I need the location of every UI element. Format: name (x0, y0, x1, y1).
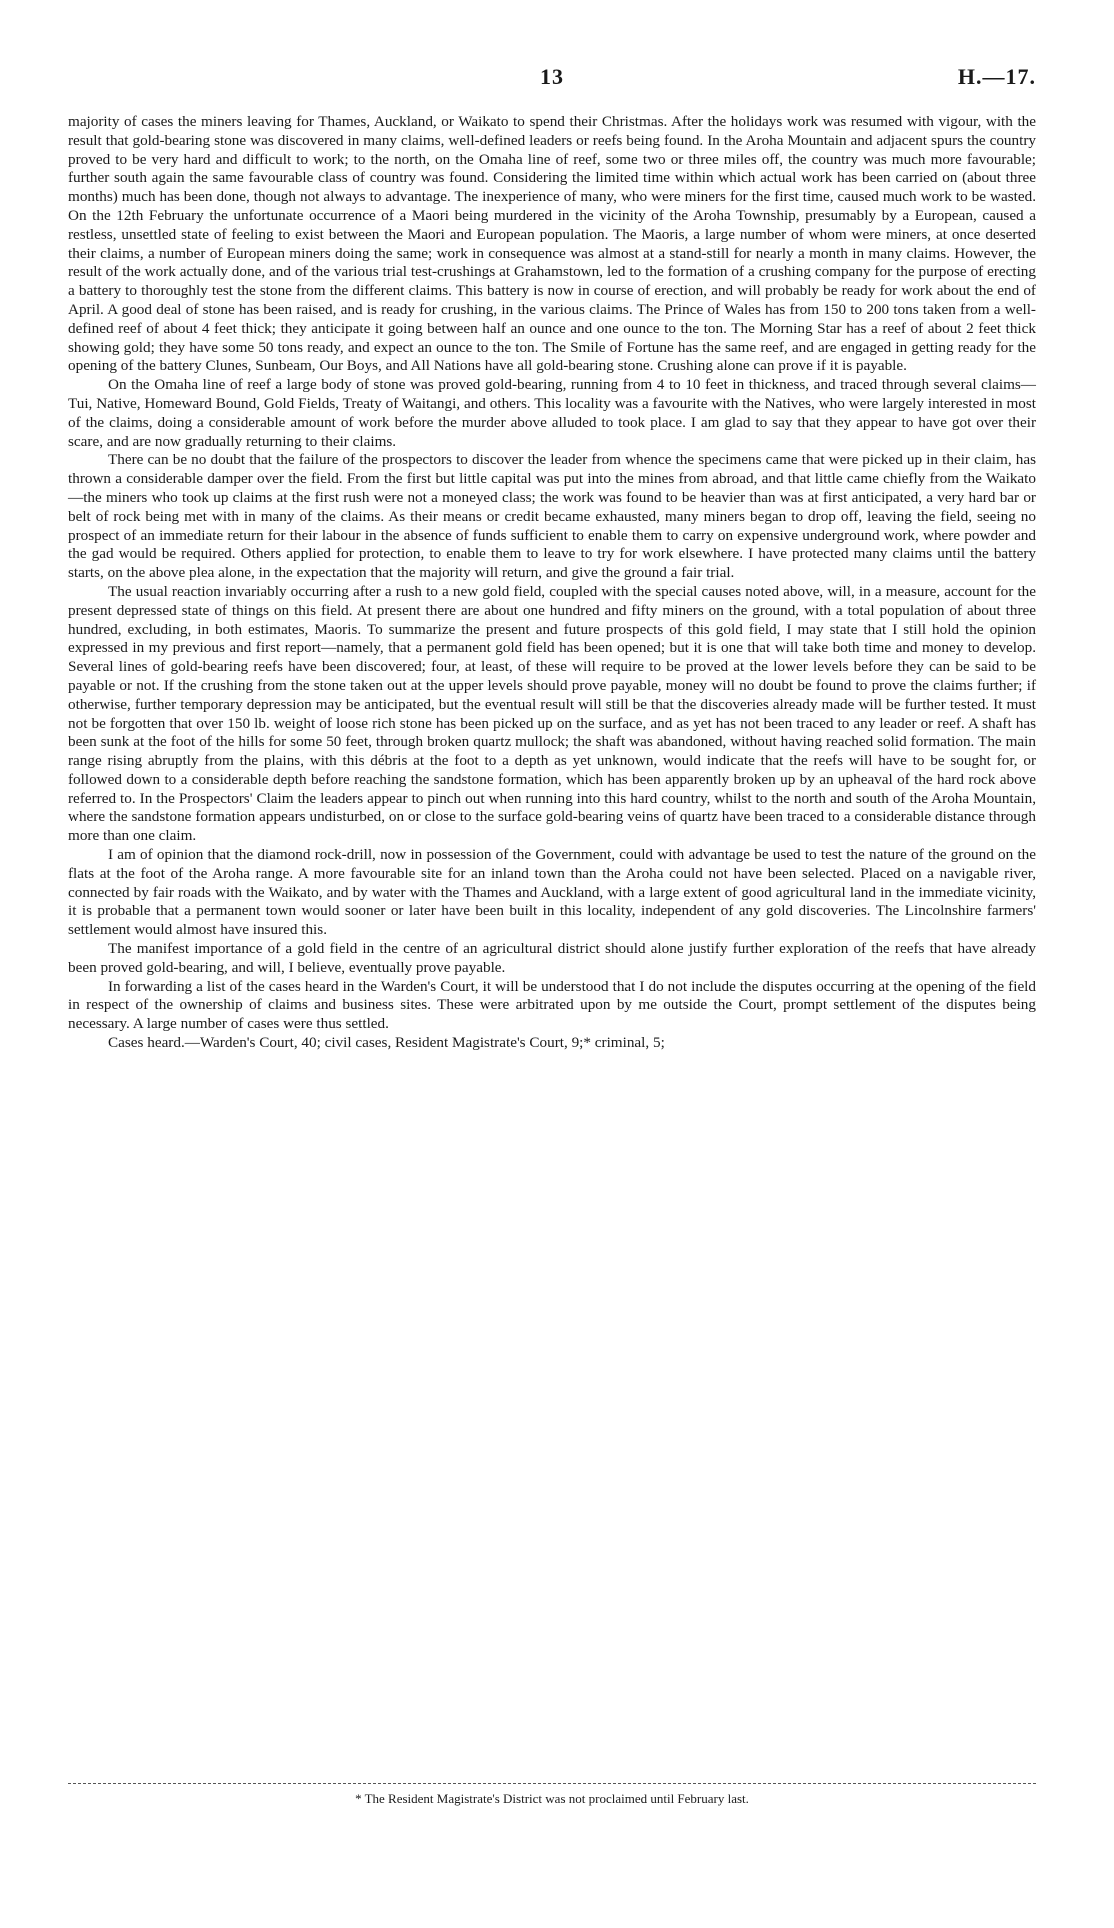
body-text (68, 113, 1036, 1053)
footnote-rule (68, 1783, 1036, 1784)
paragraph: There can be no doubt that the failure of the prospectors to discover the leader from whence the specimens came that were picked up in their claim, has thrown a considerable damper over the field. From the first but little capital was put into the mines from abroad, and that little came chiefly from the Waikato—the miners who took up claims at the first rush were not a moneyed class; the work was found to be heavier than was at first anticipated, a very hard bar or belt of rock being met with in many of the claims. As their means or credit became exhausted, many miners began to drop off, leaving the field, seeing no prospect of an immediate return for their labour in the absence of funds sufficient to enable them to carry on expensive underground work, where powder and the gad would be required. Others applied for protection, to enable them to leave to try for work elsewhere. I have protected many claims until the battery starts, on the above plea alone, in the expectation that the majority will return, and give the ground a fair trial. (68, 451, 1036, 582)
page-number: 13 (540, 64, 564, 89)
paragraph: On the Omaha line of reef a large body of stone was proved gold-bearing, running from 4 to 10 feet in thickness, and traced through several claims—Tui, Native, Homeward Bound, Gold Fields, Treaty of Waitangi, and others. This locality was a favourite with the Natives, who were largely interested in most of the claims, doing a considerable amount of work before the murder above alluded to took place. I am glad to say that they appear to have got over their scare, and are now gradually returning to their claims. (68, 376, 1036, 450)
paragraph: I am of opinion that the diamond rock-drill, now in possession of the Government, could with advantage be used to test the nature of the ground on the flats at the foot of the Aroha range. A more favourable site for an inland town than the Aroha could not have been selected. Placed on a navigable river, connected by fair roads with the Waikato, and by water with the Thames and Auckland, with a large extent of good agricultural land in the immediate vicinity, it is probable that a permanent town would sooner or later have been built in this locality, independent of any gold discoveries. The Lincolnshire farmers' settlement would almost have insured this. (68, 846, 1036, 939)
paragraph: The usual reaction invariably occurring after a rush to a new gold field, coupled with the special causes noted above, will, in a measure, account for the present depressed state of things on this field. At present there are about one hundred and fifty miners on the ground, with a total population of about three hundred, excluding, in both estimates, Maoris. To summarize the present and future prospects of this gold field, I may state that I still hold the opinion expressed in my previous and first report—namely, that a permanent gold field has been opened; but it is one that will take both time and money to develop. Several lines of gold-bearing reefs have been discovered; four, at least, of these will require to be proved at the lower levels before they can be said to be payable or not. If the crushing from the stone taken out at the upper levels should prove payable, money will no doubt be found to prove the claims further; if otherwise, further temporary depression may be anticipated, but the eventual result will still be that the discoveries already made will be further tested. It must not be forgotten that over 150 lb. weight of loose rich stone has been picked up on the surface, and as yet has not been traced to any leader or reef. A shaft has been sunk at the foot of the hills for some 50 feet, through broken quartz mullock; the shaft was abandoned, without having reached solid formation. The main range rising abruptly from the plains, with this débris at the foot to a depth as yet unknown, would indicate that the reefs will have to be sought for, or followed down to a considerable depth before reaching the sandstone formation, which has been apparently broken up by an upheaval of the hard rock above referred to. In the Prospectors' Claim the leaders appear to pinch out when running into this hard country, whilst to the north and south of the Aroha Mountain, where the sandstone formation appears undisturbed, on or close to the surface gold-bearing veins of quartz have been traced to a considerable distance through more than one claim. (68, 582, 1036, 845)
paragraph: The manifest importance of a gold field in the centre of an agricultural district should alone justify further exploration of the reefs that have already been proved gold-bearing, and will, I believe, eventually prove payable. (68, 940, 1036, 976)
paragraph: majority of cases the miners leaving for Thames, Auckland, or Waikato to spend their Christmas. After the holidays work was resumed with vigour, with the result that gold-bearing stone was discovered in many claims, well-defined leaders or reefs being found. In the Aroha Mountain and adjacent spurs the country proved to be very hard and difficult to work; to the north, on the Omaha line of reef, some two or three miles off, the country was much more favourable; further south again the same favourable class of country was found. Considering the limited time within which actual work has been carried on (about three months) much has been done, though not always to advantage. The inexperience of many, who were miners for the first time, caused much work to be wasted. On the 12th February the unfortunate occurrence of a Maori being murdered in the vicinity of the Aroha Township, presumably by a European, caused a restless, unsettled state of feeling to exist between the Maori and European population. The Maoris, a large number of whom were miners, at once deserted their claims, a number of European miners doing the same; work in consequence was almost at a stand-still for nearly a month in many claims. However, the result of the work actually done, and of the various trial test-crushings at Grahamstown, led to the formation of a crushing company for the purpose of erecting a battery to thoroughly test the stone from the different claims. This battery is now in course of erection, and will probably be ready for work about the end of April. A good deal of stone has been raised, and is ready for crushing, in the various claims. The Prince of Wales has from 150 to 200 tons taken from a well-defined reef of about 4 feet thick; they anticipate it going between half an ounce and one ounce to the ton. The Morning Star has a reef of about 2 feet thick showing gold; they have some 50 tons ready, and expect an ounce to the ton. The Smile of Fortune has the same reef, and are engaged in getting ready for the opening of the battery Clunes, Sunbeam, Our Boys, and All Nations have all gold-bearing stone. Crushing alone can prove if it is payable. (68, 113, 1036, 375)
paragraph: In forwarding a list of the cases heard in the Warden's Court, it will be understood that I do not include the disputes occurring at the opening of the field in respect of the ownership of claims and business sites. These were arbitrated upon by me outside the Court, prompt settlement of the disputes being necessary. A large number of cases were thus settled. (68, 977, 1036, 1033)
paragraph: Cases heard.—Warden's Court, 40; civil cases, Resident Magistrate's Court, 9;* criminal, 5; (108, 1034, 665, 1052)
footnote: * The Resident Magistrate's District was not proclaimed until February last. (355, 1791, 749, 1806)
page-header (68, 64, 1036, 92)
paper-code: H.—17. (957, 64, 1036, 89)
